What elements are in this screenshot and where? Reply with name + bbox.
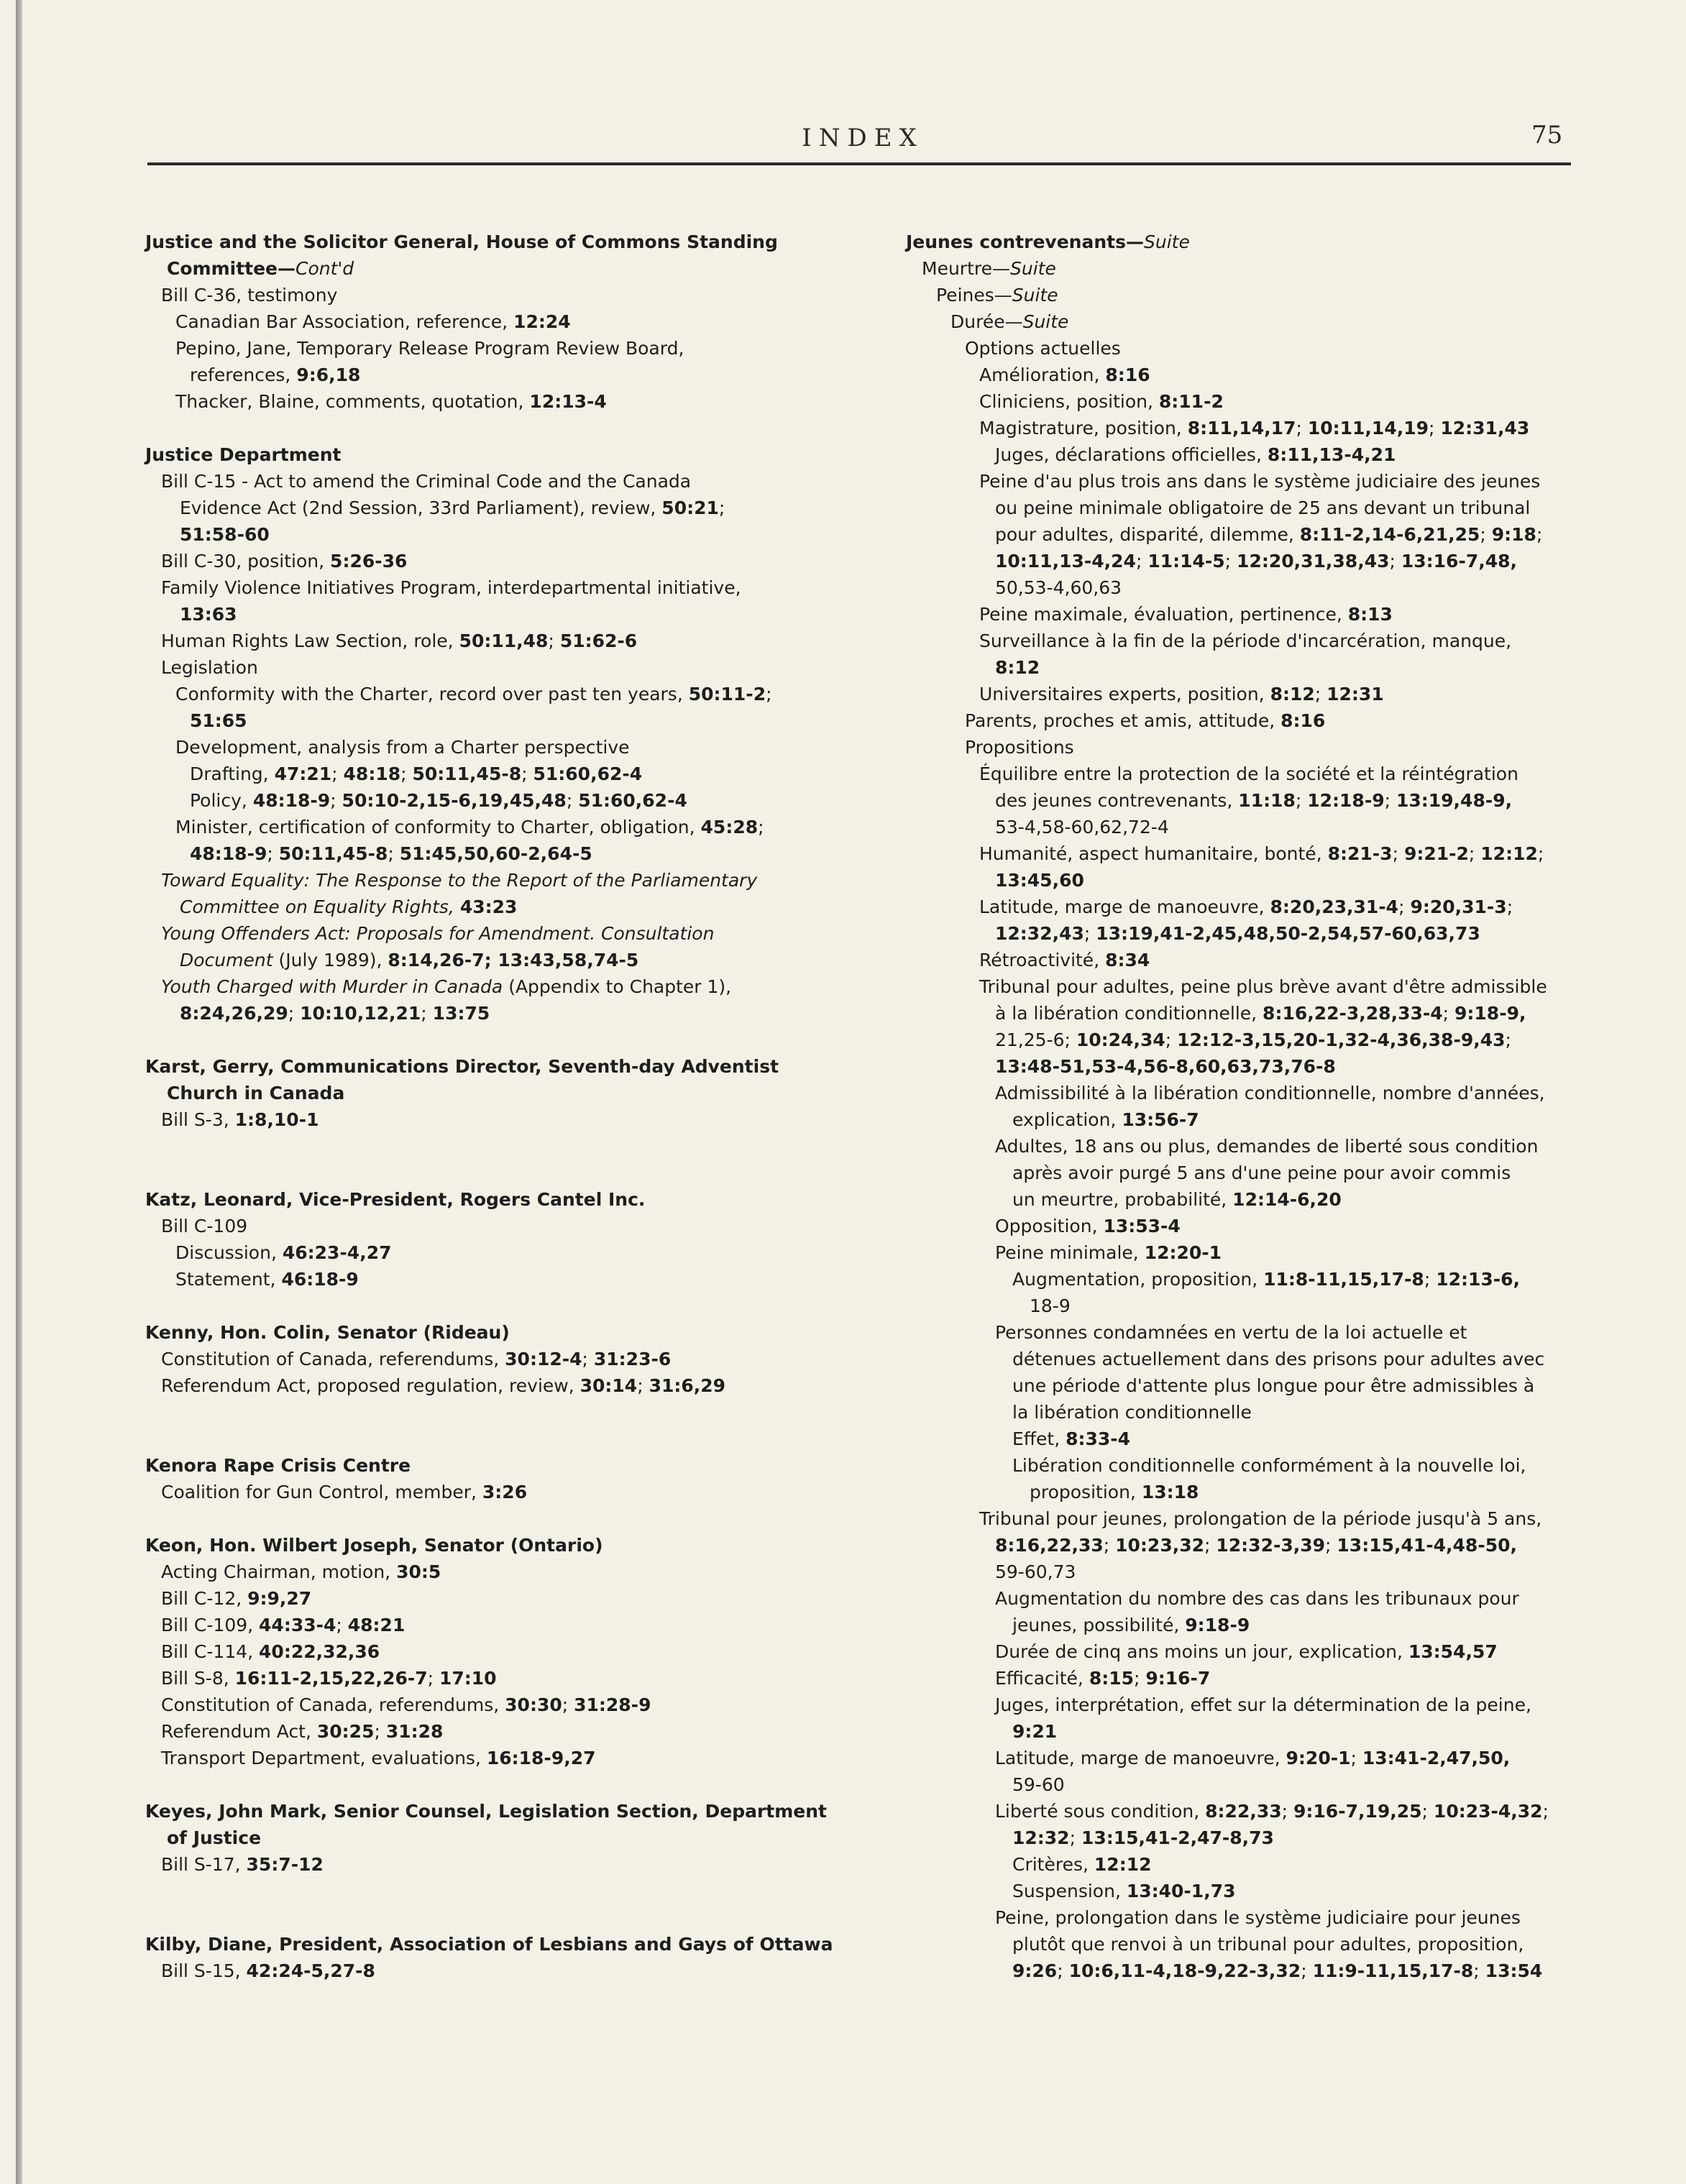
- index-line: Discussion, 46:23-4,27: [175, 1242, 392, 1263]
- index-line: [145, 707, 833, 734]
- index-line: Magistrature, position, 8:11,14,17; 10:11,14,19; 12:31,43: [979, 418, 1530, 439]
- page-reference: 13:63: [180, 604, 237, 625]
- index-line: [145, 255, 833, 282]
- index-line: Bill S-3, 1:8,10-1: [161, 1109, 319, 1130]
- index-line: Referendum Act, 30:25; 31:28: [161, 1721, 444, 1742]
- index-line: Peine, prolongation dans le système judiciaire pour jeunes: [995, 1907, 1521, 1928]
- index-line: Critères, 12:12: [1012, 1854, 1152, 1875]
- page-reference: 13:54: [1485, 1960, 1543, 1981]
- entry-spacer: [145, 1771, 833, 1798]
- page-reference: 12:32: [1012, 1827, 1070, 1848]
- page-reference: 9:18: [1491, 524, 1536, 545]
- index-heading: Keyes, John Mark, Senior Counsel, Legislation Section, Department: [145, 1801, 828, 1822]
- index-heading: [906, 229, 1549, 255]
- index-heading: Justice Department: [145, 444, 342, 465]
- page-binding-edge: [16, 0, 22, 2184]
- page-reference: 51:58-60: [180, 524, 270, 545]
- index-line: Équilibre entre la protection de la société et la réintégration: [979, 763, 1518, 784]
- index-line: Church in Canada: [167, 1083, 345, 1104]
- index-line: Referendum Act, proposed regulation, review, 30:14; 31:6,29: [161, 1375, 726, 1396]
- page-reference: 10:6,11-4,18-9,22-3,32: [1068, 1960, 1301, 1981]
- index-line: references, 9:6,18: [190, 364, 361, 385]
- index-line: Peine maximale, évaluation, pertinence, 8:13: [979, 604, 1393, 625]
- index-line: Cliniciens, position, 8:11-2: [979, 391, 1224, 412]
- page-reference: 12:12: [1480, 843, 1538, 864]
- index-heading: Kenora Rape Crisis Centre: [145, 1455, 411, 1476]
- index-line: Evidence Act (2nd Session, 33rd Parliament), review, 50:21;: [180, 497, 725, 518]
- index-line: [145, 973, 833, 1000]
- page-reference: 10:11,14,19: [1307, 418, 1429, 439]
- page-reference: 11:8-11,15,17-8: [1263, 1269, 1424, 1290]
- index-line: of Justice: [167, 1827, 262, 1848]
- index-line: Humanité, aspect humanitaire, bonté, 8:21-3; 9:21-2; 12:12;: [979, 843, 1544, 864]
- page-reference: 30:5: [396, 1561, 441, 1582]
- page-reference: 9:18-9: [1185, 1615, 1250, 1635]
- index-text: Peines—: [936, 285, 1012, 306]
- index-text: Cont'd: [295, 258, 354, 279]
- index-line: 59-60: [1012, 1774, 1065, 1795]
- page-reference: 8:21-3: [1327, 843, 1393, 864]
- index-text: 8:14,26-7; 13:43,58,74-5: [388, 950, 639, 971]
- page-reference: 47:21: [274, 763, 332, 784]
- page-reference: 12:24: [513, 311, 571, 332]
- page-reference: 42:24-5,27-8: [246, 1960, 375, 1981]
- index-text: Durée—: [950, 311, 1023, 332]
- index-line: Thacker, Blaine, comments, quotation, 12:13-4: [175, 391, 607, 412]
- index-line: Admissibilité à la libération conditionnelle, nombre d'années,: [995, 1083, 1545, 1104]
- index-line: Durée de cinq ans moins un jour, explication, 13:54,57: [995, 1641, 1498, 1662]
- page-reference: 13:15,41-2,47-8,73: [1081, 1827, 1274, 1848]
- index-line: Bill S-15, 42:24-5,27-8: [161, 1960, 375, 1981]
- page-reference: 12:32,43: [995, 923, 1084, 944]
- index-line: plutôt que renvoi à un tribunal pour adultes, proposition,: [1012, 1934, 1524, 1955]
- index-line: 53-4,58-60,62,72-4: [995, 817, 1169, 838]
- index-heading: Justice and the Solicitor General, House of Commons Standing: [145, 231, 778, 252]
- index-line: Liberté sous condition, 8:22,33; 9:16-7,19,25; 10:23-4,32;: [995, 1801, 1549, 1822]
- index-line: Conformity with the Charter, record over past ten years, 50:11-2;: [175, 684, 772, 705]
- index-line: Transport Department, evaluations, 16:18-9,27: [161, 1748, 596, 1768]
- page-reference: 11:14-5: [1147, 551, 1225, 572]
- index-line: Canadian Bar Association, reference, 12:24: [175, 311, 571, 332]
- page-reference: 8:22,33: [1205, 1801, 1282, 1822]
- page-reference: 10:11,13-4,24: [995, 551, 1136, 572]
- index-line: Amélioration, 8:16: [979, 364, 1150, 385]
- page-reference: 16:18-9,27: [486, 1748, 596, 1768]
- page-reference: 50:10-2,15-6,19,45,48: [342, 790, 567, 811]
- page-reference: 51:60,62-4: [533, 763, 643, 784]
- page-reference: 13:16-7,48,: [1401, 551, 1518, 572]
- page-reference: 8:15: [1089, 1668, 1134, 1689]
- index-heading: Kenny, Hon. Colin, Senator (Rideau): [145, 1322, 510, 1343]
- index-line: Young Offenders Act: Proposals for Amendment. Consultation: [161, 923, 715, 944]
- page-reference: 12:14-6,20: [1232, 1189, 1342, 1210]
- page-reference: 51:65: [190, 710, 247, 731]
- page-reference: 11:18: [1238, 790, 1296, 811]
- page-reference: 8:11,14,17: [1187, 418, 1296, 439]
- index-line: Peine minimale, 12:20-1: [995, 1242, 1222, 1263]
- index-line: à la libération conditionnelle, 8:16,22-3,28,33-4; 9:18-9,: [995, 1003, 1526, 1024]
- index-line: 10:11,13-4,24; 11:14-5; 12:20,31,38,43; 13:16-7,48,: [995, 551, 1518, 572]
- index-line: Bill S-8, 16:11-2,15,22,26-7; 17:10: [161, 1668, 497, 1689]
- entry-spacer: [145, 1027, 833, 1053]
- entry-spacer: [145, 1878, 833, 1931]
- index-heading: Keon, Hon. Wilbert Joseph, Senator (Ontario): [145, 1535, 603, 1556]
- index-text: Youth Charged with Murder in Canada: [161, 976, 509, 997]
- page-reference: 30:30: [505, 1694, 562, 1715]
- index-line: Adultes, 18 ans ou plus, demandes de liberté sous condition: [995, 1136, 1539, 1157]
- page-reference: 46:18-9: [281, 1269, 359, 1290]
- page-reference: 46:23-4,27: [282, 1242, 392, 1263]
- header-rule: [147, 162, 1571, 165]
- entry-spacer: [145, 1133, 833, 1186]
- index-line: Latitude, marge de manoeuvre, 8:20,23,31-4; 9:20,31-3;: [979, 896, 1513, 917]
- page-reference: 31:23-6: [593, 1349, 672, 1369]
- index-line: détenues actuellement dans des prisons pour adultes avec: [1012, 1349, 1545, 1369]
- index-text: Suite: [1012, 285, 1058, 306]
- page-reference: 51:45,50,60-2,64-5: [399, 843, 592, 864]
- index-line: [145, 894, 833, 920]
- index-line: Libération conditionnelle conformément à la nouvelle loi,: [1012, 1455, 1526, 1476]
- entry-spacer: [145, 415, 833, 441]
- index-line: Rétroactivité, 8:34: [979, 950, 1150, 971]
- index-line: Bill C-36, testimony: [161, 285, 338, 306]
- index-line: Augmentation, proposition, 11:8-11,15,17-8; 12:13-6,: [1012, 1269, 1521, 1290]
- index-line: 48:18-9; 50:11,45-8; 51:45,50,60-2,64-5: [190, 843, 592, 864]
- page-reference: 12:12: [1094, 1854, 1152, 1875]
- index-line: Personnes condamnées en vertu de la loi actuelle et: [995, 1322, 1467, 1343]
- page-reference: 9:21-2: [1403, 843, 1469, 864]
- index-text: 43:23: [459, 896, 518, 917]
- page-reference: 9:16-7,19,25: [1293, 1801, 1422, 1822]
- page-reference: 12:13-6,: [1436, 1269, 1521, 1290]
- index-line: 8:16,22,33; 10:23,32; 12:32-3,39; 13:15,41-4,48-50,: [995, 1535, 1517, 1556]
- index-line: [906, 1718, 1549, 1745]
- page-reference: 8:16: [1105, 364, 1150, 385]
- index-line: Family Violence Initiatives Program, interdepartmental initiative,: [161, 577, 741, 598]
- index-line: Development, analysis from a Charter perspective: [175, 737, 630, 758]
- index-line: Coalition for Gun Control, member, 3:26: [161, 1482, 528, 1502]
- page-reference: 13:18: [1141, 1482, 1199, 1502]
- page-reference: 12:31,43: [1440, 418, 1530, 439]
- page-reference: 30:12-4: [505, 1349, 582, 1369]
- page-reference: 31:28: [385, 1721, 444, 1742]
- index-line: des jeunes contrevenants, 11:18; 12:18-9; 13:19,48-9,: [995, 790, 1513, 811]
- page-reference: 10:10,12,21: [300, 1003, 421, 1024]
- index-text: Jeunes contrevenants—: [906, 231, 1144, 252]
- index-line: Suspension, 13:40-1,73: [1012, 1881, 1236, 1901]
- page-reference: 13:53-4: [1103, 1216, 1181, 1236]
- page-reference: 17:10: [439, 1668, 497, 1689]
- page-reference: 9:9,27: [247, 1588, 312, 1609]
- index-text: (Appendix to Chapter 1),: [508, 976, 732, 997]
- index-line: [145, 521, 833, 548]
- page-reference: 8:13: [1347, 604, 1393, 625]
- index-line: pour adultes, disparité, dilemme, 8:11-2,14-6,21,25; 9:18;: [995, 524, 1543, 545]
- index-text: Suite: [1143, 231, 1190, 252]
- index-text: Committee—: [167, 258, 296, 279]
- page-reference: 13:48-51,53-4,56-8,60,63,73,76-8: [995, 1056, 1336, 1077]
- index-heading: Karst, Gerry, Communications Director, Seventh-day Adventist: [145, 1056, 779, 1077]
- index-line: un meurtre, probabilité, 12:14-6,20: [1012, 1189, 1342, 1210]
- index-line: 8:24,26,29; 10:10,12,21; 13:75: [180, 1003, 490, 1024]
- page-reference: 9:20,31-3: [1410, 896, 1507, 917]
- page-reference: 8:11-2,14-6,21,25: [1299, 524, 1480, 545]
- page-reference: 8:33-4: [1066, 1428, 1131, 1449]
- index-line: Statement, 46:18-9: [175, 1269, 359, 1290]
- index-text: Committee on Equality Rights,: [180, 896, 460, 917]
- page-reference: 48:18-9: [252, 790, 331, 811]
- page-reference: 50:11,45-8: [412, 763, 522, 784]
- index-line: [906, 308, 1549, 335]
- index-line: Juges, déclarations officielles, 8:11,13-4,21: [995, 444, 1396, 465]
- page-reference: 50:11,48: [459, 630, 549, 651]
- index-line: Legislation: [161, 657, 258, 678]
- page-reference: 12:12-3,15,20-1,32-4,36,38-9,43: [1177, 1029, 1506, 1050]
- index-line: Human Rights Law Section, role, 50:11,48; 51:62-6: [161, 630, 638, 651]
- page-reference: 40:22,32,36: [259, 1641, 380, 1662]
- index-line: Bill C-12, 9:9,27: [161, 1588, 312, 1609]
- page-reference: 12:18-9: [1307, 790, 1385, 811]
- index-line: Parents, proches et amis, attitude, 8:16: [965, 710, 1326, 731]
- index-line: Tribunal pour adultes, peine plus brève avant d'être admissible: [979, 976, 1547, 997]
- page-reference: 9:18-9,: [1454, 1003, 1526, 1024]
- page-reference: 8:20,23,31-4: [1270, 896, 1399, 917]
- index-line: [906, 282, 1549, 308]
- page-reference: 13:56-7: [1122, 1109, 1199, 1130]
- entry-spacer: [145, 1399, 833, 1452]
- index-line: 50,53-4,60,63: [995, 577, 1122, 598]
- index-line: Minister, certification of conformity to Charter, obligation, 45:28;: [175, 817, 764, 838]
- index-line: proposition, 13:18: [1030, 1482, 1199, 1502]
- page-reference: 50:11,45-8: [278, 843, 388, 864]
- index-line: 59-60,73: [995, 1561, 1076, 1582]
- index-line: 12:32,43; 13:19,41-2,45,48,50-2,54,57-60,63,73: [995, 923, 1480, 944]
- index-line: Acting Chairman, motion, 30:5: [161, 1561, 441, 1582]
- index-line: une période d'attente plus longue pour être admissibles à: [1012, 1375, 1535, 1396]
- page-reference: 50:21: [661, 497, 719, 518]
- page-reference: 9:26: [1012, 1960, 1058, 1981]
- index-line: après avoir purgé 5 ans d'une peine pour avoir commis: [1012, 1162, 1511, 1183]
- index-line: 18-9: [1030, 1295, 1071, 1316]
- index-line: Propositions: [965, 737, 1074, 758]
- page-reference: 51:62-6: [559, 630, 638, 651]
- page-reference: 11:9-11,15,17-8: [1312, 1960, 1474, 1981]
- page-reference: 9:6,18: [296, 364, 361, 385]
- index-line: 9:26; 10:6,11-4,18-9,22-3,32; 11:9-11,15,17-8; 13:54: [1012, 1960, 1543, 1981]
- page-reference: 13:54,57: [1408, 1641, 1498, 1662]
- index-line: 12:32; 13:15,41-2,47-8,73: [1012, 1827, 1274, 1848]
- page-reference: 30:14: [579, 1375, 638, 1396]
- index-line: Tribunal pour jeunes, prolongation de la période jusqu'à 5 ans,: [979, 1508, 1542, 1529]
- index-line: Bill C-109: [161, 1216, 248, 1236]
- index-column-left: [145, 229, 833, 1984]
- page-reference: 13:45,60: [995, 870, 1084, 891]
- page-reference: 31:28-9: [574, 1694, 651, 1715]
- index-line: Bill C-109, 44:33-4; 48:21: [161, 1615, 406, 1635]
- page-reference: 13:19,48-9,: [1396, 790, 1513, 811]
- page-reference: 9:20-1: [1286, 1748, 1351, 1768]
- page-reference: 51:60,62-4: [578, 790, 687, 811]
- page-reference: 13:75: [432, 1003, 490, 1024]
- index-line: Juges, interprétation, effet sur la détermination de la peine,: [995, 1694, 1531, 1715]
- page-number: 75: [1531, 121, 1563, 150]
- index-line: [906, 1053, 1549, 1080]
- index-text: Meurtre—: [922, 258, 1010, 279]
- page-reference: 8:11,13-4,21: [1267, 444, 1396, 465]
- page-reference: 1:8,10-1: [234, 1109, 319, 1130]
- page-reference: 16:11-2,15,22,26-7: [234, 1668, 428, 1689]
- index-line: Bill S-17, 35:7-12: [161, 1854, 324, 1875]
- index-line: Latitude, marge de manoeuvre, 9:20-1; 13:41-2,47,50,: [995, 1748, 1511, 1768]
- page-reference: 48:18: [343, 763, 401, 784]
- index-line: jeunes, possibilité, 9:18-9: [1012, 1615, 1250, 1635]
- page-reference: 10:23-4,32: [1433, 1801, 1543, 1822]
- index-line: Peine d'au plus trois ans dans le système judiciaire des jeunes: [979, 471, 1541, 492]
- index-line: Pepino, Jane, Temporary Release Program Review Board,: [175, 338, 684, 359]
- index-line: Options actuelles: [965, 338, 1121, 359]
- entry-spacer: [145, 1293, 833, 1319]
- page-reference: 12:31: [1327, 684, 1384, 705]
- index-heading: Katz, Leonard, Vice-President, Rogers Cantel Inc.: [145, 1189, 646, 1210]
- page-reference: 5:26-36: [330, 551, 408, 572]
- index-line: [145, 947, 833, 973]
- page-reference: 8:24,26,29: [180, 1003, 288, 1024]
- page-reference: 30:25: [316, 1721, 375, 1742]
- entry-spacer: [145, 1505, 833, 1532]
- page-reference: 12:20-1: [1144, 1242, 1222, 1263]
- index-line: Constitution of Canada, referendums, 30:12-4; 31:23-6: [161, 1349, 672, 1369]
- page-reference: 13:19,41-2,45,48,50-2,54,57-60,63,73: [1096, 923, 1480, 944]
- page-title: INDEX: [802, 124, 924, 152]
- index-line: Toward Equality: The Response to the Report of the Parliamentary: [161, 870, 758, 891]
- index-line: [906, 654, 1549, 681]
- page-reference: 8:12: [995, 657, 1040, 678]
- index-line: Constitution of Canada, referendums, 30:30; 31:28-9: [161, 1694, 651, 1715]
- index-line: [906, 255, 1549, 282]
- index-line: 21,25-6; 10:24,34; 12:12-3,15,20-1,32-4,36,38-9,43;: [995, 1029, 1511, 1050]
- index-line: Policy, 48:18-9; 50:10-2,15-6,19,45,48; 51:60,62-4: [190, 790, 687, 811]
- index-column-right: [906, 229, 1549, 1984]
- index-line: Universitaires experts, position, 8:12; 12:31: [979, 684, 1384, 705]
- page-reference: 12:20,31,38,43: [1237, 551, 1390, 572]
- page-reference: 8:16: [1280, 710, 1326, 731]
- index-heading: Kilby, Diane, President, Association of Lesbians and Gays of Ottawa: [145, 1934, 833, 1955]
- index-line: Effet, 8:33-4: [1012, 1428, 1131, 1449]
- page-reference: 9:16-7: [1145, 1668, 1211, 1689]
- page-reference: 10:24,34: [1076, 1029, 1165, 1050]
- index-line: Augmentation du nombre des cas dans les tribunaux pour: [995, 1588, 1519, 1609]
- page-reference: 31:6,29: [649, 1375, 726, 1396]
- index-line: Bill C-114, 40:22,32,36: [161, 1641, 380, 1662]
- page-reference: 13:15,41-4,48-50,: [1337, 1535, 1517, 1556]
- page-reference: 8:16,22,33: [995, 1535, 1104, 1556]
- index-line: la libération conditionnelle: [1012, 1402, 1252, 1423]
- page-reference: 48:21: [347, 1615, 406, 1635]
- page-reference: 8:11-2: [1158, 391, 1224, 412]
- index-text: Suite: [1022, 311, 1069, 332]
- page-reference: 10:23,32: [1115, 1535, 1205, 1556]
- index-text: (July 1989),: [278, 950, 388, 971]
- index-text: Document: [180, 950, 279, 971]
- index-line: Surveillance à la fin de la période d'incarcération, manque,: [979, 630, 1512, 651]
- index-line: Efficacité, 8:15; 9:16-7: [995, 1668, 1211, 1689]
- page-reference: 13:40-1,73: [1126, 1881, 1236, 1901]
- page-reference: 9:21: [1012, 1721, 1058, 1742]
- page-reference: 13:41-2,47,50,: [1362, 1748, 1511, 1768]
- page-reference: 50:11-2: [688, 684, 766, 705]
- page-reference: 8:34: [1105, 950, 1150, 971]
- page-reference: 35:7-12: [246, 1854, 324, 1875]
- page-reference: 8:16,22-3,28,33-4: [1263, 1003, 1443, 1024]
- page-reference: 3:26: [482, 1482, 528, 1502]
- index-line: Bill C-15 - Act to amend the Criminal Code and the Canada: [161, 471, 692, 492]
- index-line: explication, 13:56-7: [1012, 1109, 1199, 1130]
- page-reference: 45:28: [700, 817, 759, 838]
- page-reference: 12:32-3,39: [1216, 1535, 1326, 1556]
- index-text: Suite: [1010, 258, 1056, 279]
- index-line: ou peine minimale obligatoire de 25 ans devant un tribunal: [995, 497, 1531, 518]
- index-line: Drafting, 47:21; 48:18; 50:11,45-8; 51:60,62-4: [190, 763, 643, 784]
- index-line: Opposition, 13:53-4: [995, 1216, 1181, 1236]
- index-line: Bill C-30, position, 5:26-36: [161, 551, 408, 572]
- index-line: [906, 867, 1549, 894]
- page-reference: 48:18-9: [190, 843, 267, 864]
- page-reference: 12:13-4: [529, 391, 607, 412]
- page-reference: 44:33-4: [259, 1615, 336, 1635]
- index-line: [145, 601, 833, 628]
- page-reference: 8:12: [1270, 684, 1315, 705]
